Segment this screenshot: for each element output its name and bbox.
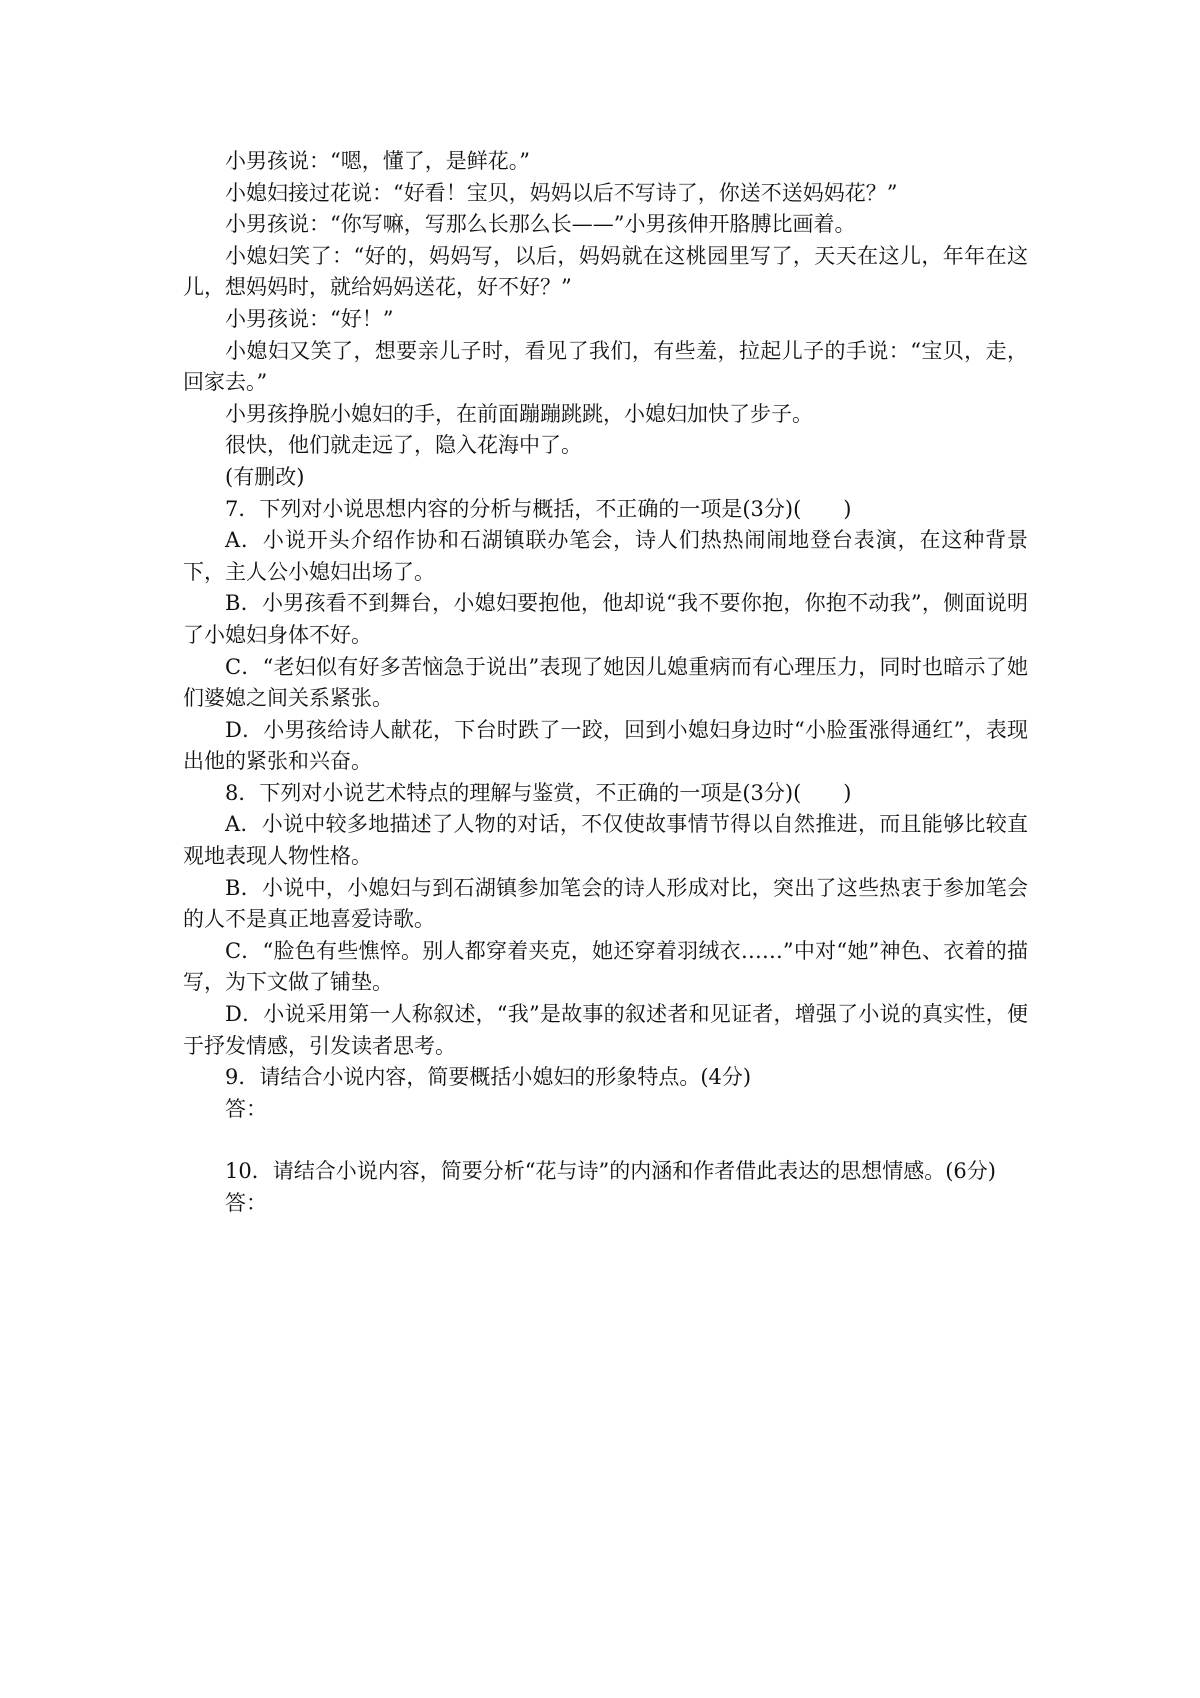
- question-8-option-c: C．“脸色有些憔悴。别人都穿着夹克，她还穿着羽绒衣……”中对“她”神色、衣着的描写，为下文做了铺垫。: [183, 938, 1028, 995]
- question-7-stem: 7．下列对小说思想内容的分析与概括，不正确的一项是(3分)( ): [225, 496, 852, 521]
- question-7-option-c: C．“老妇似有好多苦恼急于说出”表现了她因儿媳重病而有心理压力，同时也暗示了她们婆媳之间关系紧张。: [183, 654, 1028, 711]
- story-paragraph: 小媳妇又笑了，想要亲儿子时，看见了我们，有些羞，拉起儿子的手说：“宝贝，走，回家去。”: [183, 338, 1028, 395]
- question-8-stem: 8．下列对小说艺术特点的理解与鉴赏，不正确的一项是(3分)( ): [225, 780, 852, 805]
- question-9-answer-label: 答：: [225, 1096, 267, 1121]
- question-7-option-b: B．小男孩看不到舞台，小媳妇要抱他，他却说“我不要你抱，你抱不动我”，侧面说明了小媳妇身体不好。: [183, 591, 1028, 647]
- question-7-option-d: D．小男孩给诗人献花，下台时跌了一跤，回到小媳妇身边时“小脸蛋涨得通红”，表现出他的紧张和兴奋。: [183, 717, 1028, 774]
- source-note: (有删改): [225, 464, 305, 489]
- question-7-option-a: A．小说开头介绍作协和石湖镇联办笔会，诗人们热热闹闹地登台表演，在这种背景下，主人公小媳妇出场了。: [183, 528, 1028, 584]
- question-10-answer-label: 答：: [225, 1191, 267, 1215]
- question-8-option-d: D．小说采用第一人称叙述，“我”是故事的叙述者和见证者，增强了小说的真实性，便于抒发情感，引发读者思考。: [183, 1002, 1028, 1058]
- answer-space: [183, 1125, 1028, 1156]
- question-10-stem: 10．请结合小说内容，简要分析“花与诗”的内涵和作者借此表达的思想情感。(6分): [225, 1159, 996, 1184]
- story-paragraph: 小男孩挣脱小媳妇的手，在前面蹦蹦跳跳，小媳妇加快了步子。: [225, 401, 813, 426]
- story-paragraph: 小男孩说：“好！”: [225, 306, 394, 331]
- question-9-stem: 9．请结合小说内容，简要概括小媳妇的形象特点。(4分): [225, 1065, 752, 1090]
- story-paragraph: 小媳妇笑了：“好的，妈妈写，以后，妈妈就在这桃园里写了，天天在这儿，年年在这儿，想妈妈时，就给妈妈送花，好不好？”: [183, 243, 1028, 300]
- question-8-option-b: B．小说中，小媳妇与到石湖镇参加笔会的诗人形成对比，突出了这些热衷于参加笔会的人不是真正地喜爱诗歌。: [183, 875, 1028, 932]
- story-paragraph: 小媳妇接过花说：“好看！宝贝，妈妈以后不写诗了，你送不送妈妈花？”: [225, 180, 898, 205]
- document-page: [183, 146, 1028, 1220]
- story-paragraph: 小男孩说：“嗯，懂了，是鲜花。”: [225, 149, 530, 173]
- story-paragraph: 很快，他们就走远了，隐入花海中了。: [225, 433, 582, 458]
- question-8-option-a: A．小说中较多地描述了人物的对话，不仅使故事情节得以自然推进，而且能够比较直观地表现人物性格。: [183, 812, 1028, 869]
- story-paragraph: 小男孩说：“你写嘛，写那么长那么长——”小男孩伸开胳膊比画着。: [225, 212, 856, 237]
